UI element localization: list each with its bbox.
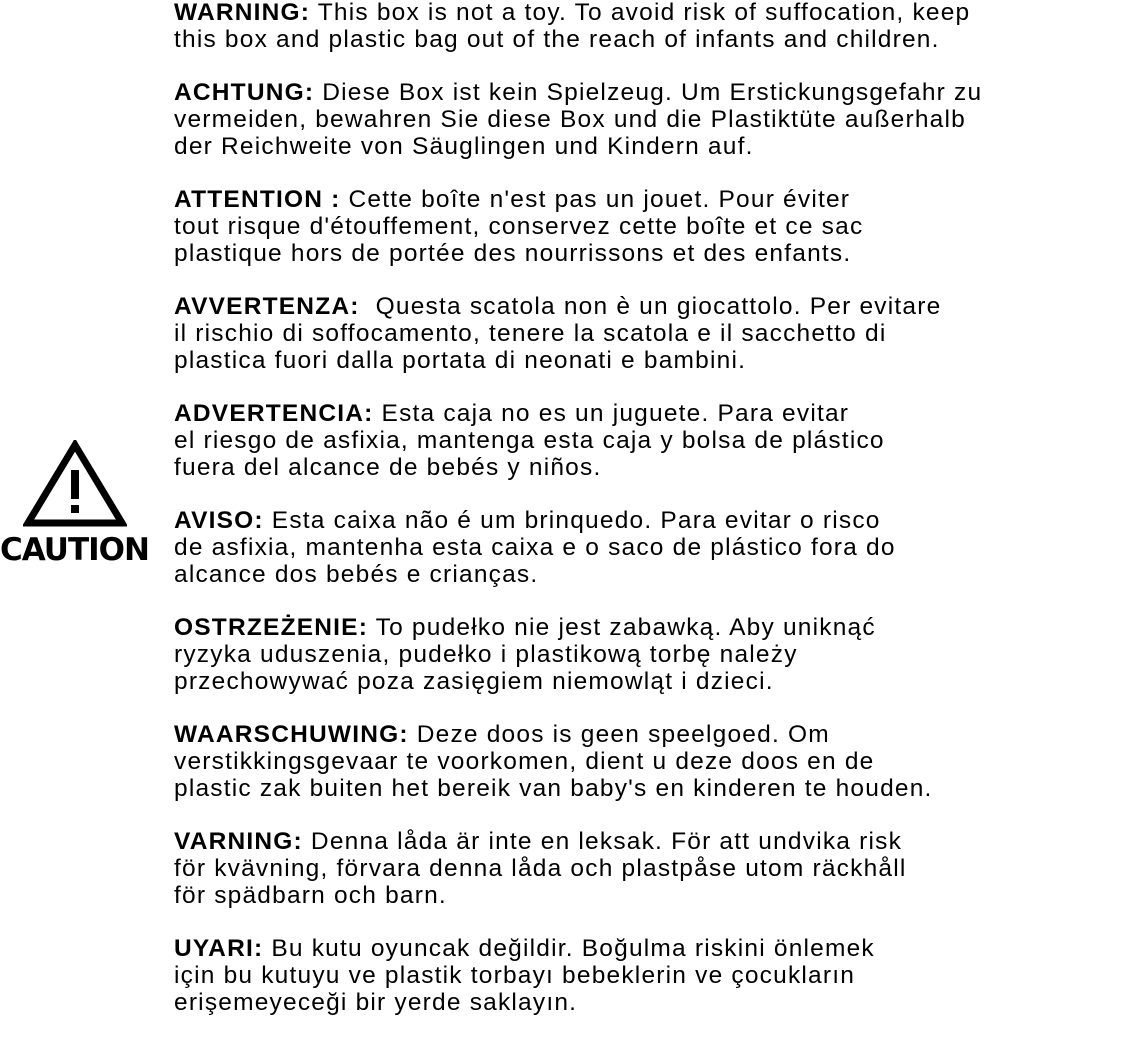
warning-portuguese [174,508,1122,588]
warning-line: ACHTUNG: Diese Box ist kein Spielzeug. Um Erstickungsgefahr zu [174,79,983,107]
warning-turkish [174,936,1122,1016]
warning-list [174,0,1122,1043]
warning-line: plastic zak buiten het bereik van baby's en kinderen te houden. [174,774,933,802]
warning-heading: OSTRZEŻENIE: [174,614,369,642]
warning-spanish [174,401,1122,481]
warning-polish [174,615,1122,695]
warning-swedish [174,829,1122,909]
warning-line: il rischio di soffocamento, tenere la scatola e il sacchetto di [174,319,887,347]
warning-heading: ATTENTION : [174,186,341,214]
warning-line: AVISO: Esta caixa não é um brinquedo. Para evitar o risco [174,507,881,535]
warning-line: de asfixia, mantenha esta caixa e o saco de plástico fora do [174,533,896,561]
warning-heading: AVISO: [174,507,264,535]
warning-line: tout risque d'étouffement, conservez cette boîte et ce sac [174,212,864,240]
warning-line: VARNING: Denna låda är inte en leksak. För att undvika risk [174,828,903,856]
warning-line: plastica fuori dalla portata di neonati e bambini. [174,346,747,374]
warning-line: this box and plastic bag out of the reach of infants and children. [174,25,940,53]
warning-dutch [174,722,1122,802]
warning-heading: UYARI: [174,935,264,963]
warning-english [174,0,1122,54]
warning-line: erişemeyeceği bir yerde saklayın. [174,988,578,1016]
warning-line: AVVERTENZA: Questa scatola non è un giocattolo. Per evitare [174,293,942,321]
warning-line: ATTENTION : Cette boîte n'est pas un jouet. Pour éviter [174,186,851,214]
warning-line: plastique hors de portée des nourrissons et des enfants. [174,239,852,267]
caution-symbol [0,436,150,576]
warning-line: alcance dos bebés e crianças. [174,560,539,588]
warning-line: ADVERTENCIA: Esta caja no es un juguete. Para evitar [174,400,850,428]
warning-italian [174,294,1122,374]
warning-line: ryzyka uduszenia, pudełko i plastikową torbę należy [174,640,798,668]
warning-line: przechowywać poza zasięgiem niemowląt i dzieci. [174,667,774,695]
warning-line: för kvävning, förvara denna låda och plastpåse utom räckhåll [174,854,907,882]
warning-line: vermeiden, bewahren Sie diese Box und die Plastiktüte außerhalb [174,105,966,133]
warning-french [174,187,1122,267]
warning-line: der Reichweite von Säuglingen und Kindern auf. [174,132,754,160]
warning-triangle-icon [23,440,127,528]
warning-heading: AVVERTENZA: [174,293,360,321]
warning-heading: VARNING: [174,828,303,856]
warning-line: fuera del alcance de bebés y niños. [174,453,602,481]
warning-line: el riesgo de asfixia, mantenga esta caja y bolsa de plástico [174,426,885,454]
caution-label: CAUTION [0,532,149,568]
warning-heading: ACHTUNG: [174,79,315,107]
warning-line: för spädbarn och barn. [174,881,447,909]
warning-heading: WAARSCHUWING: [174,721,409,749]
warning-heading: ADVERTENCIA: [174,400,374,428]
warning-line: için bu kutuyu ve plastik torbayı bebeklerin ve çocukların [174,961,856,989]
warning-line: verstikkingsgevaar te voorkomen, dient u deze doos en de [174,747,875,775]
warning-line: WAARSCHUWING: Deze doos is geen speelgoed. Om [174,721,830,749]
warning-line: WARNING: This box is not a toy. To avoid risk of suffocation, keep [174,0,971,26]
warning-line: UYARI: Bu kutu oyuncak değildir. Boğulma riskini önlemek [174,935,875,963]
warning-line: OSTRZEŻENIE: To pudełko nie jest zabawką. Aby uniknąć [174,614,876,642]
warning-heading: WARNING: [174,0,311,26]
warning-german [174,80,1122,160]
